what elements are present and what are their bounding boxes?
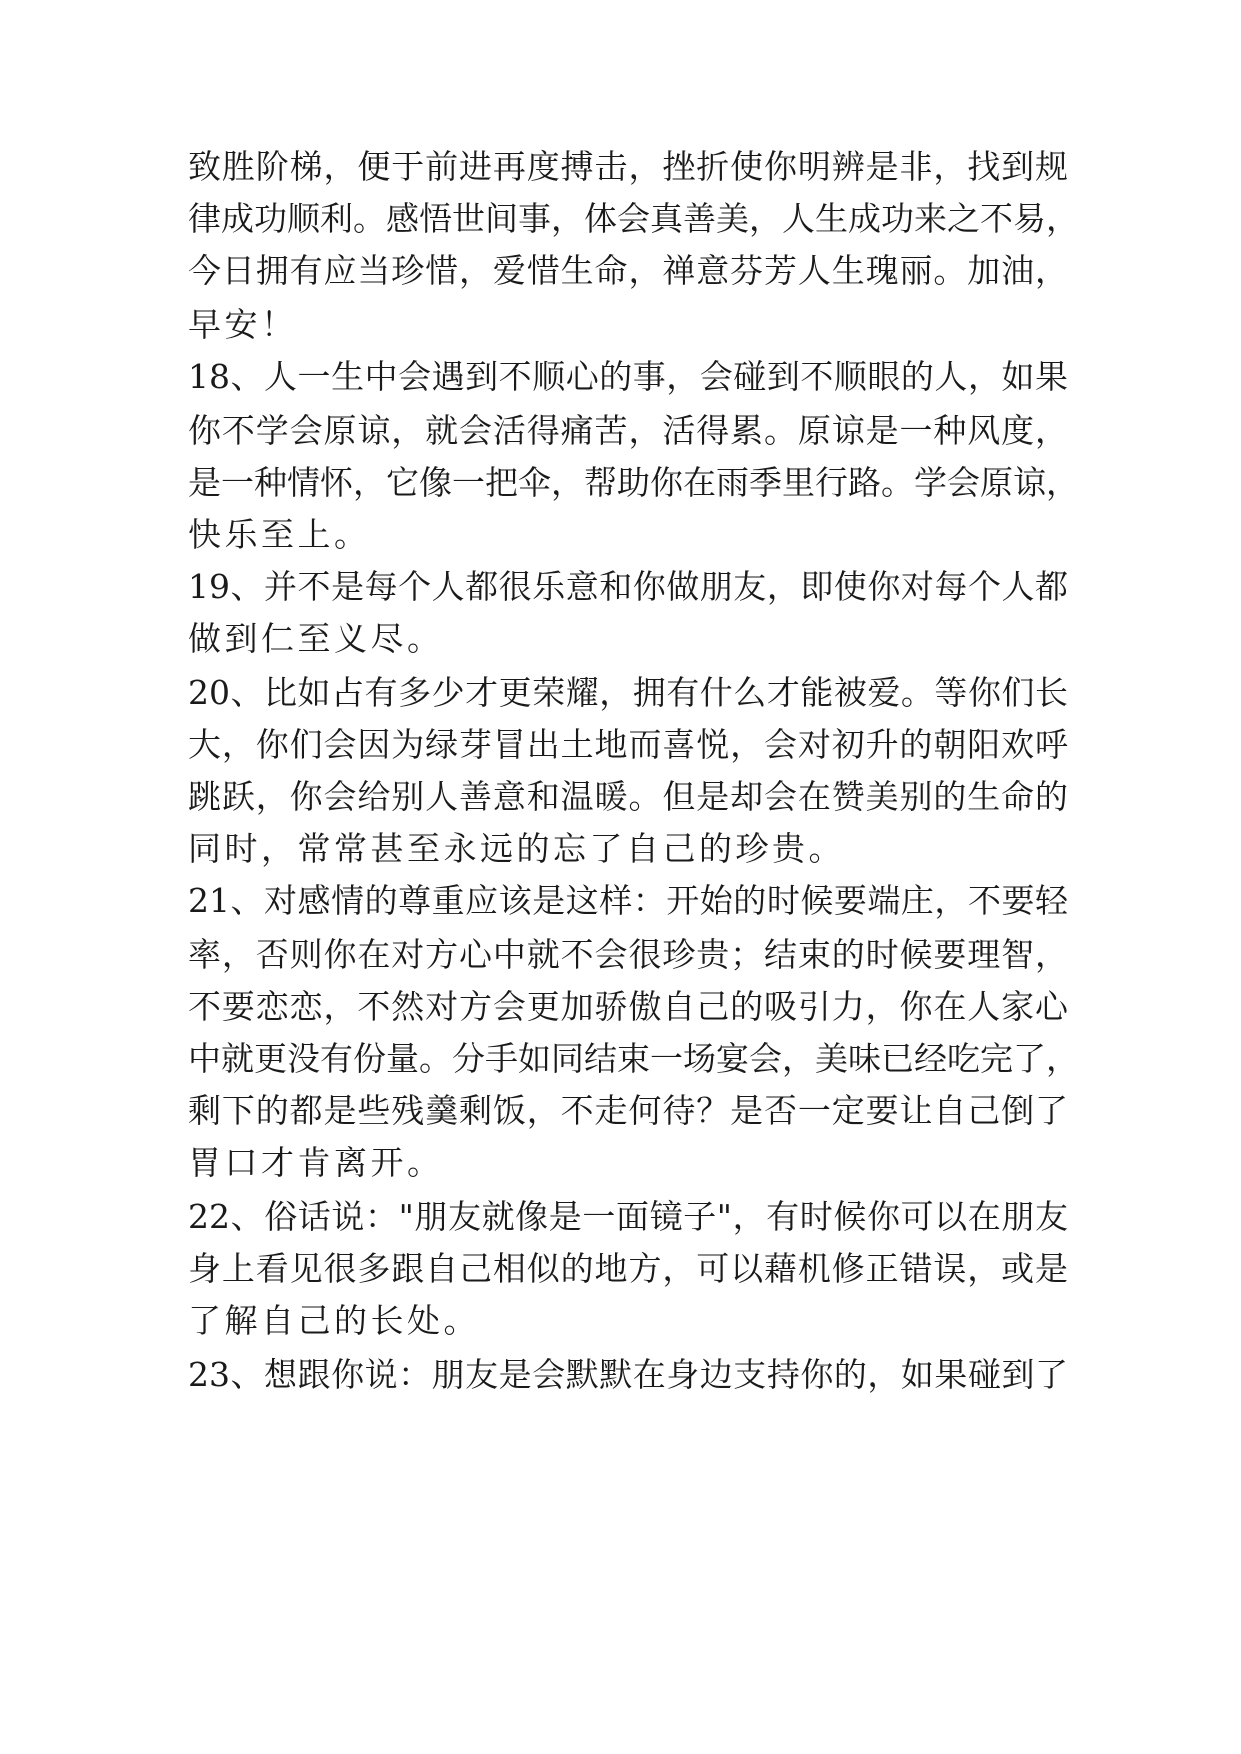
text-line: 20、比如占有多少才更荣耀，拥有什么才能被爱。等你们长 [188,673,1068,712]
text-line: 中就更没有份量。分手如同结束一场宴会，美味已经吃完了， [188,1039,1079,1078]
text-line: 跳跃，你会给别人善意和温暖。但是却会在赞美别的生命的 [188,777,1068,816]
text-line: 身上看见很多跟自己相似的地方，可以藉机修正错误，或是 [188,1249,1068,1288]
text-line: 早安！ [188,305,298,344]
text-line: 22、俗话说："朋友就像是一面镜子"，有时候你可以在朋友 [188,1197,1068,1236]
text-line: 19、并不是每个人都很乐意和你做朋友，即使你对每个人都 [188,567,1068,606]
text-line: 你不学会原谅，就会活得痛苦，活得累。原谅是一种风度， [188,411,1068,450]
text-line: 21、对感情的尊重应该是这样：开始的时候要端庄，不要轻 [188,881,1068,920]
text-line: 率，否则你在对方心中就不会很珍贵；结束的时候要理智， [188,935,1068,974]
text-line: 是一种情怀，它像一把伞，帮助你在雨季里行路。学会原谅， [188,463,1079,502]
text-line: 致胜阶梯，便于前进再度搏击，挫折使你明辨是非，找到规 [188,147,1068,186]
text-line: 同时，常常甚至永远的忘了自己的珍贵。 [188,829,845,868]
text-line: 了解自己的长处。 [188,1301,480,1340]
text-line: 今日拥有应当珍惜，爱惜生命，禅意芬芳人生瑰丽。加油， [188,251,1068,290]
text-line: 剩下的都是些残羹剩饭，不走何待？是否一定要让自己倒了 [188,1091,1068,1130]
text-line: 胃口才肯离开。 [188,1143,444,1182]
text-line: 不要恋恋，不然对方会更加骄傲自己的吸引力，你在人家心 [188,987,1068,1026]
text-line: 做到仁至义尽。 [188,619,444,658]
text-line: 23、想跟你说：朋友是会默默在身边支持你的，如果碰到了 [188,1355,1068,1394]
text-line: 快乐至上。 [188,515,371,554]
text-line: 大，你们会因为绿芽冒出土地而喜悦，会对初升的朝阳欢呼 [188,725,1068,764]
text-line: 18、人一生中会遇到不顺心的事，会碰到不顺眼的人，如果 [188,357,1068,396]
text-line: 律成功顺利。感悟世间事，体会真善美，人生成功来之不易， [188,199,1079,238]
